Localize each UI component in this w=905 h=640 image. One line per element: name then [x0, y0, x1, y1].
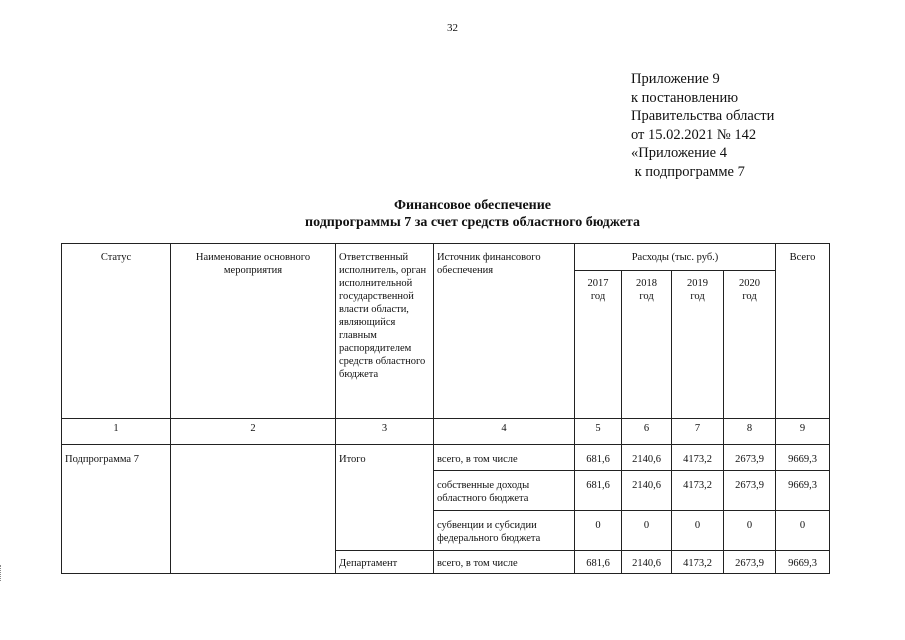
- cell-status: Подпрограмма 7: [62, 445, 171, 574]
- appendix-line: Приложение 9: [631, 71, 720, 87]
- appendix-line: к постановлению: [631, 89, 739, 106]
- cell-source: всего, в том числе: [434, 551, 575, 574]
- cell-2019: 4173,2: [672, 471, 724, 511]
- cell-2018: 2140,6: [622, 445, 672, 471]
- cell-2019: 0: [672, 511, 724, 551]
- cell-2020: 2673,9: [724, 551, 776, 574]
- cell-2017: 681,6: [575, 471, 622, 511]
- cell-2017: 681,6: [575, 551, 622, 574]
- header-row: [62, 244, 830, 271]
- header-year-2017: 2017 год: [575, 271, 622, 419]
- header-expenses: Расходы (тыс. руб.): [575, 244, 776, 271]
- header-executor: Ответственный исполнитель, орган исполнительной государственной власти области, являющийся главным распорядителем средств областного бюджета: [336, 244, 434, 419]
- column-number: 1: [62, 419, 171, 445]
- cell-total: 9669,3: [776, 445, 830, 471]
- column-number: 9: [776, 419, 830, 445]
- title-line-2: подпрограммы 7 за счет средств областного бюджета: [305, 215, 640, 230]
- header-activity: Наименование основного мероприятия: [171, 244, 336, 419]
- cell-2017: 0: [575, 511, 622, 551]
- table-row: [62, 445, 830, 471]
- column-number: 2: [171, 419, 336, 445]
- page-number: 32: [447, 22, 458, 34]
- cell-source: субвенции и субсидии федерального бюджета: [434, 511, 575, 551]
- cell-2020: 2673,9: [724, 445, 776, 471]
- cell-2019: 4173,2: [672, 551, 724, 574]
- document-title: [0, 197, 905, 231]
- column-number-row: [62, 419, 830, 445]
- cell-executor: Департамент: [336, 551, 434, 574]
- cell-source: собственные доходы областного бюджета: [434, 471, 575, 511]
- column-number: 4: [434, 419, 575, 445]
- appendix-line: Правительства области: [631, 108, 775, 124]
- column-number: 6: [622, 419, 672, 445]
- header-year-2018: 2018 год: [622, 271, 672, 419]
- appendix-line: к подпрограмме 7: [631, 163, 745, 180]
- financing-table: [61, 243, 830, 574]
- title-line-1: Финансовое обеспечение: [393, 198, 552, 213]
- appendix-line: «Приложение 4: [631, 145, 727, 161]
- header-source: Источник финансового обеспечения: [434, 244, 575, 419]
- column-number: 5: [575, 419, 622, 445]
- cell-2017: 681,6: [575, 445, 622, 471]
- cell-total: 9669,3: [776, 471, 830, 511]
- header-status: Статус: [62, 244, 171, 419]
- header-total: Всего: [776, 244, 830, 419]
- cell-total: 9669,3: [776, 551, 830, 574]
- cell-2018: 2140,6: [622, 471, 672, 511]
- header-year-2020: 2020 год: [724, 271, 776, 419]
- appendix-line: от 15.02.2021 № 142: [631, 126, 757, 143]
- cell-executor: Итого: [336, 445, 434, 551]
- cell-2020: 2673,9: [724, 471, 776, 511]
- column-number: 3: [336, 419, 434, 445]
- appendix-block: [631, 70, 774, 181]
- cell-source: всего, в том числе: [434, 445, 575, 471]
- cell-total: 0: [776, 511, 830, 551]
- cell-2018: 2140,6: [622, 551, 672, 574]
- column-number: 8: [724, 419, 776, 445]
- cell-2019: 4173,2: [672, 445, 724, 471]
- cell-2018: 0: [622, 511, 672, 551]
- scan-margin-mark: [0, 565, 5, 581]
- header-year-2019: 2019 год: [672, 271, 724, 419]
- column-number: 7: [672, 419, 724, 445]
- cell-activity: [171, 445, 336, 574]
- cell-2020: 0: [724, 511, 776, 551]
